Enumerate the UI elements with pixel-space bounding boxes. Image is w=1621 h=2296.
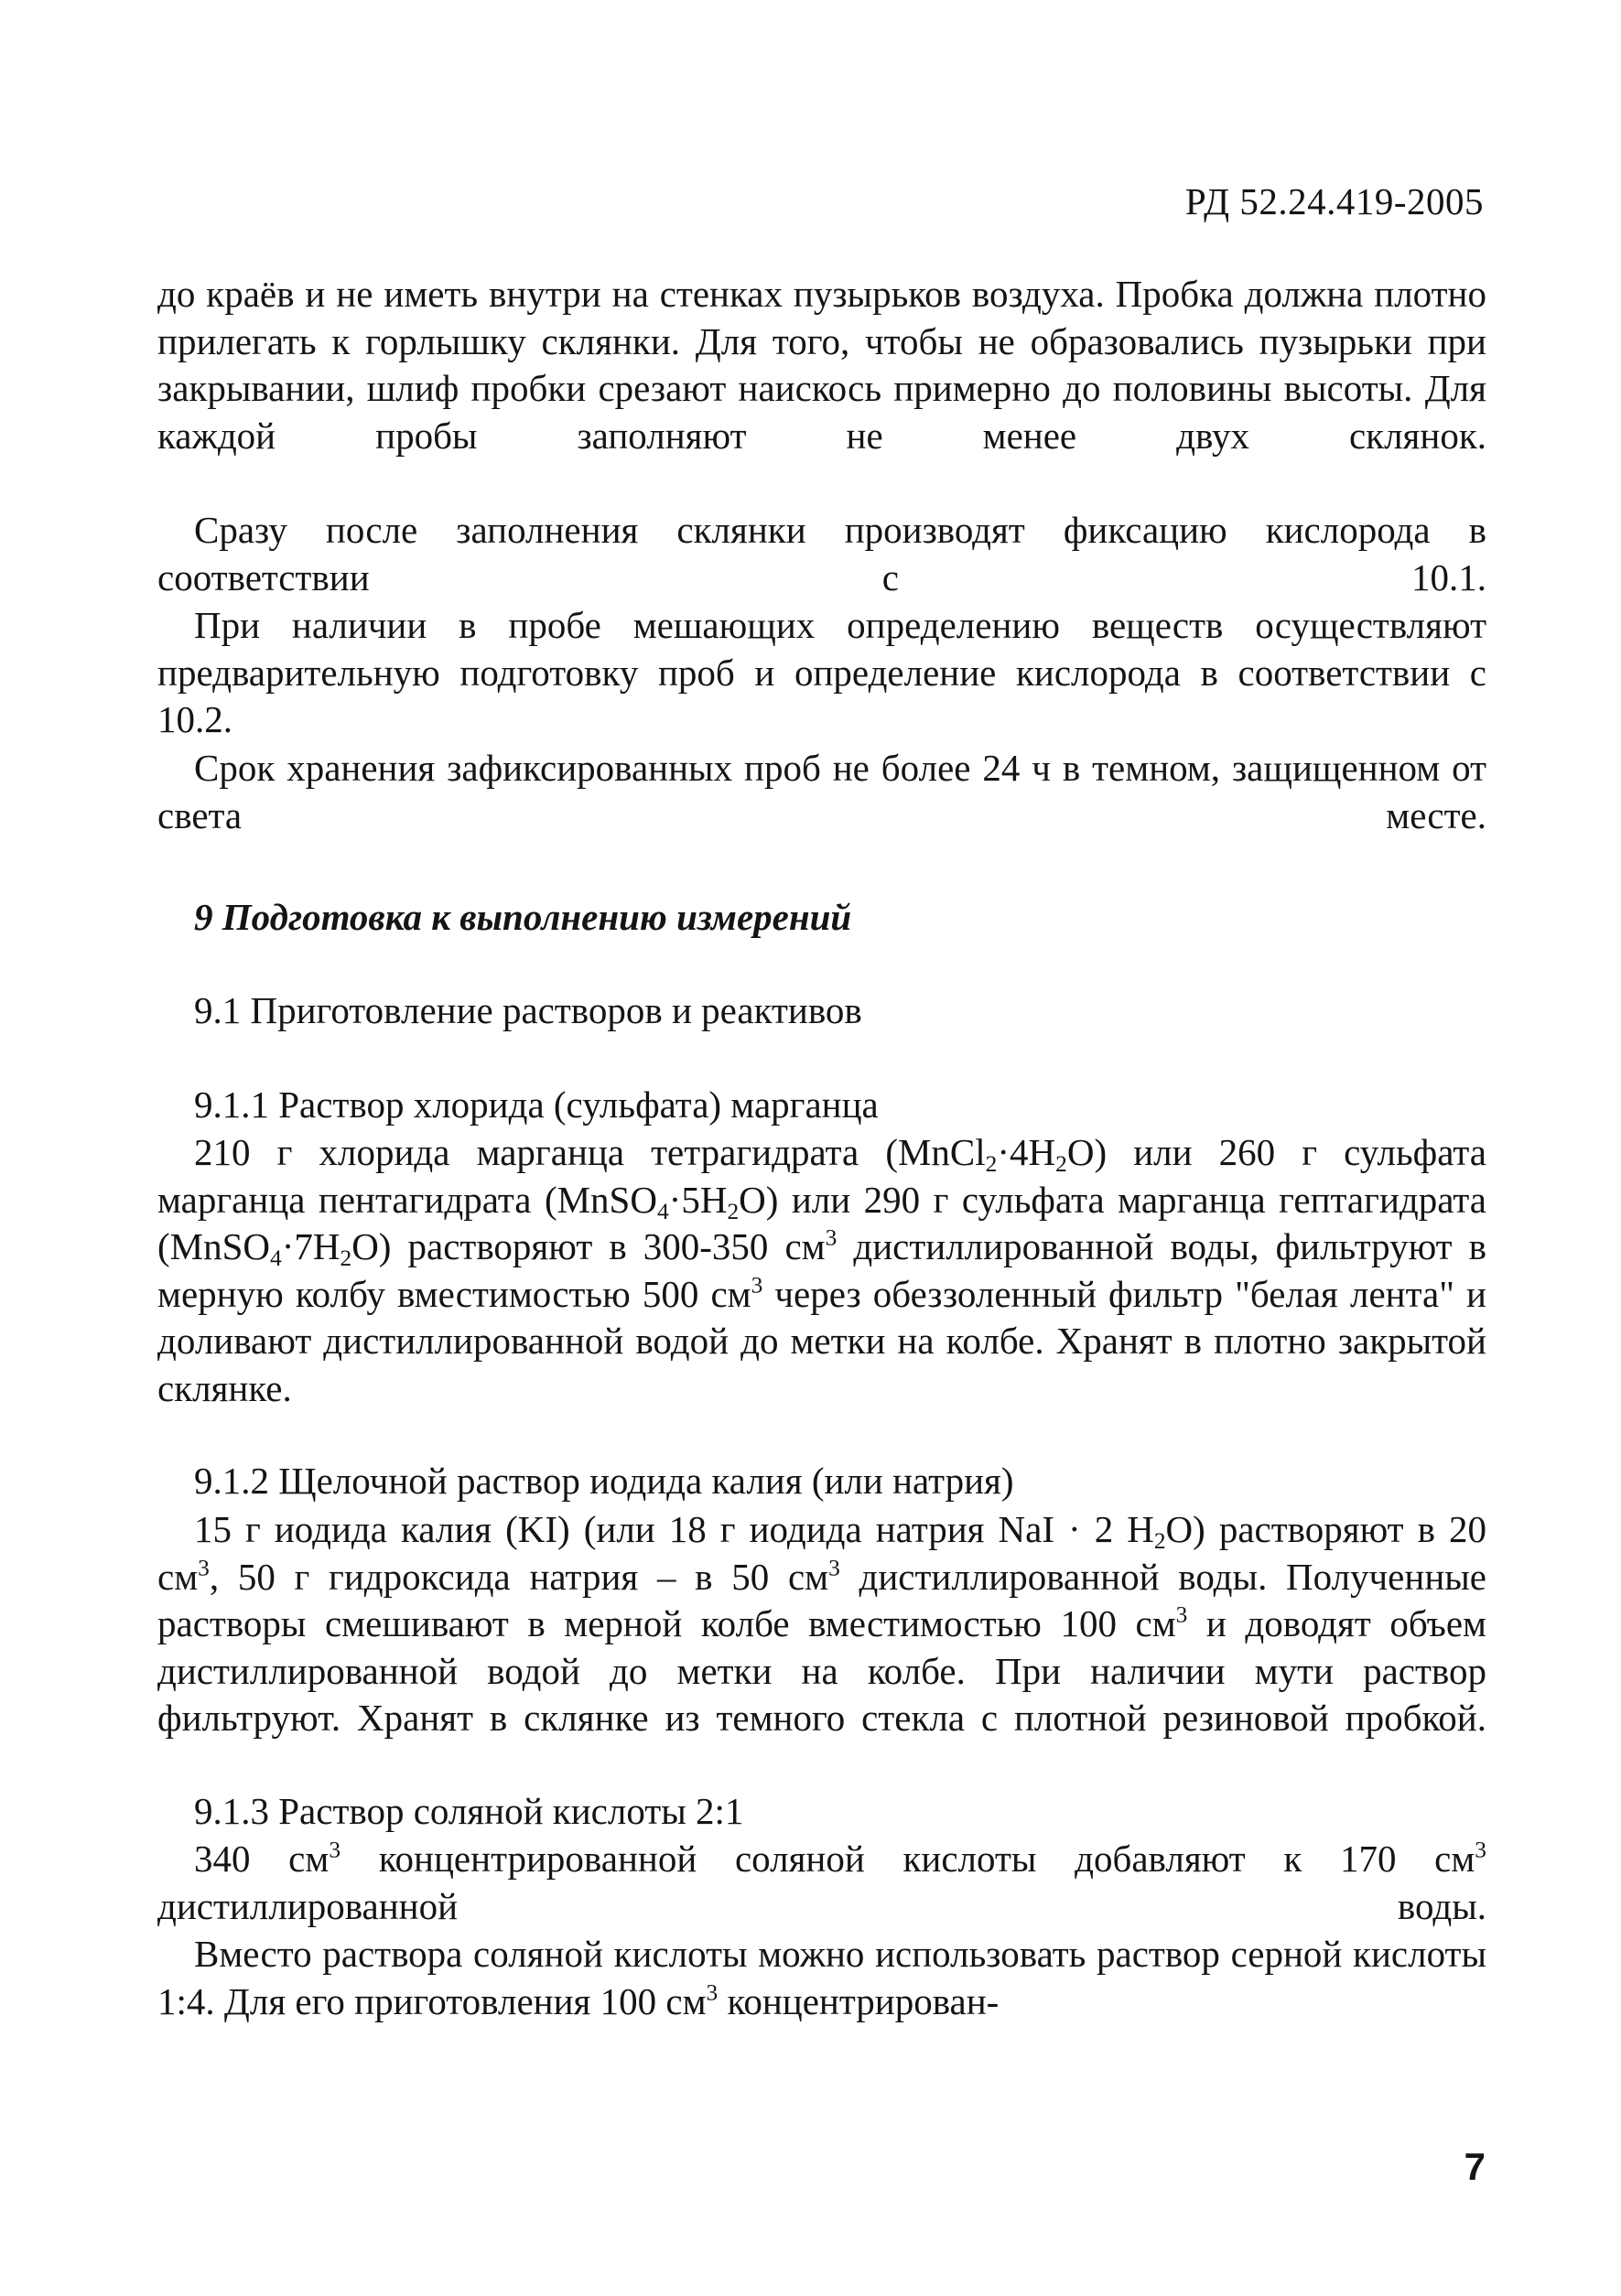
page-number: 7 (1464, 2145, 1486, 2188)
subsection-title: 9.1.3 Раствор соляной кислоты 2:1 (194, 1790, 744, 1832)
paragraph-fixation: Сразу после заполнения склянки производят фиксацию кислорода в соответствии с 10.1. (157, 509, 1486, 598)
paragraph-continued: до краёв и не иметь внутри на стенках пузырьков воздуха. Пробка должна плотно прилегать к горлышку склянки. Для того, чтобы не образовались пузырьки при закрывании, шлиф пробки срезают наискось примерно до половины высоты. Для каждой пробы заполняют не менее двух склянок. (157, 273, 1486, 457)
paragraph-interfering: При наличии в пробе мешающих определению веществ осуществляют предварительную подготовку проб и определение кислорода в соответствии с 10.2. (157, 604, 1486, 740)
subsection-title: 9.1.2 Щелочной раствор иодида калия (или натрия) (194, 1460, 1014, 1502)
paragraph-storage: Срок хранения зафиксированных проб не более 24 ч в темном, защищенном от света месте. (157, 747, 1486, 836)
paragraph-hydrochloric: 340 $см^3$ концентрированной соляной кислоты добавляют к 170 $см^3$ дистиллированной воды. (157, 1837, 1486, 1927)
paragraph-manganese: 210 г хлорида марганца тетрагидрата $(MnCl_2\cdot 4H_2O)$ или 260 г сульфата марганца пентагидрата $(MnSO_4\cdot 5H_2O)$ или 290 г сульфата марганца гептагидрата $(MnSO_4\cdot 7H_2O)$ растворяют в 300-350 $см^3$ дистиллированной воды, фильтруют в мерную колбу вместимостью 500 $см^3$ через обеззоленный фильтр "белая лента" и доливают дистиллированной водой до метки на колбе. Хранят в плотно закрытой склянке. (157, 1131, 1487, 1409)
subsection-title: 9.1 Приготовление растворов и реактивов (194, 989, 862, 1031)
section-heading: 9 Подготовка к выполнению измерений (194, 896, 852, 938)
paragraph-sulfuric: Вместо раствора соляной кислоты можно использовать раствор серной кислоты 1:4. Для его приготовления 100 $см^3$ концентрирован- (157, 1933, 1486, 2022)
subsection-title: 9.1.1 Раствор хлорида (сульфата) марганца (194, 1083, 879, 1126)
paragraph-iodide: 15 г иодида калия (KI) (или 18 г иодида натрия NaI · 2 $H_2O$) растворяют в 20 $см^3$, 50 г гидроксида натрия – в 50 $см^3$ дистиллированной воды. Полученные растворы смешивают в мерной колбе вместимостью 100 $см^3$ и доводят объем дистиллированной водой до метки на колбе. При наличии мути раствор фильтруют. Хранят в склянке из темного стекла с плотной резиновой пробкой. (157, 1508, 1487, 1739)
document-code: РД 52.24.419-2005 (1184, 180, 1484, 222)
